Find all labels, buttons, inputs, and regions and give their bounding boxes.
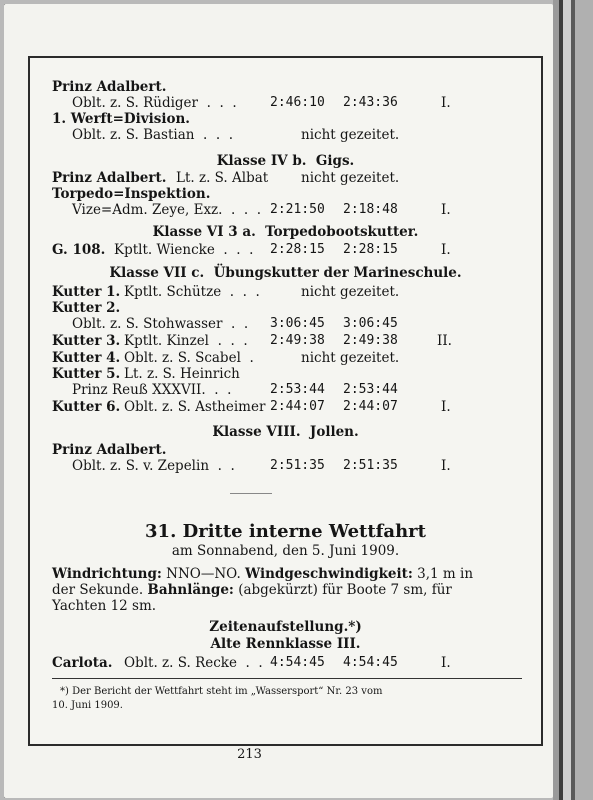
placement: I. — [441, 242, 451, 258]
status-text: nicht gezeitet. — [301, 350, 400, 366]
race-title: 31. Dritte interne Wettfahrt — [145, 521, 426, 542]
status-text: nicht gezeitet. — [301, 127, 400, 143]
entry-team: Torpedo=Inspektion. — [52, 186, 211, 202]
page-number: 213 — [237, 747, 262, 762]
entry-skipper: Oblt. z. S. Scabel . — [124, 350, 254, 366]
entry-team: Prinz Adalbert. — [52, 79, 167, 95]
times-heading: Zeitenaufstellung.*) — [209, 619, 362, 635]
label-wind-direction: Windrichtung: — [52, 566, 162, 582]
text-seconds: der Sekunde. — [52, 582, 148, 598]
placement: I. — [441, 655, 451, 671]
class-heading: Klasse VI 3 a. Torpedobootskutter. — [152, 224, 419, 240]
page-edge — [575, 0, 593, 800]
entry-skipper: Oblt. z. S. v. Zepelin . . — [72, 458, 235, 474]
placement: I. — [441, 458, 451, 474]
entry-boat: Kutter 5. — [52, 366, 121, 382]
entry-boat: Kutter 1. — [52, 284, 121, 300]
footnote-rule — [52, 678, 522, 679]
entry-skipper: Kptlt. Wiencke . . . — [114, 242, 254, 258]
placement: II. — [437, 333, 452, 349]
time-sailed: 2:28:15 — [270, 242, 325, 257]
class-heading: Klasse VIII. Jollen. — [212, 424, 359, 440]
entry-boat: Kutter 3. — [52, 333, 121, 349]
placement: I. — [441, 399, 451, 415]
placement: I. — [441, 202, 451, 218]
entry-team: 1. Werft=Division. — [52, 111, 190, 127]
entry-skipper: Oblt. z. S. Stohwasser . . — [72, 316, 249, 332]
entry-team: Prinz Adalbert. — [52, 170, 167, 186]
label-wind-speed: Windgeschwindigkeit: — [245, 566, 413, 582]
time-corrected: 4:54:45 — [343, 655, 398, 670]
time-sailed: 4:54:45 — [270, 655, 325, 670]
footnote-line: 10. Juni 1909. — [52, 700, 123, 711]
course-length-continued: Yachten 12 sm. — [52, 598, 157, 614]
value-course-length: (abgekürzt) für Boote 7 sm, für — [233, 582, 452, 598]
label-course-length: Bahnlänge: — [147, 582, 234, 598]
time-sailed: 2:46:10 — [270, 95, 325, 110]
time-corrected: 2:28:15 — [343, 242, 398, 257]
page-edge — [563, 0, 571, 800]
entry-skipper: Oblt. z. S. Bastian . . . — [72, 127, 234, 143]
status-text: nicht gezeitet. — [301, 170, 400, 186]
time-corrected: 2:49:38 — [343, 333, 398, 348]
time-sailed: 2:49:38 — [270, 333, 325, 348]
class-heading: Klasse IV b. Gigs. — [216, 153, 355, 169]
entry-boat: Carlota. — [52, 655, 113, 671]
status-text: nicht gezeitet. — [301, 284, 400, 300]
entry-boat: G. 108. — [52, 242, 106, 258]
entry-skipper: Lt. z. S. Albat — [176, 170, 269, 186]
time-corrected: 3:06:45 — [343, 316, 398, 331]
value-wind-speed: 3,1 m in — [412, 566, 474, 582]
entry-boat: Kutter 2. — [52, 300, 121, 316]
entry-skipper: Vize=Adm. Zeye, Exz. . . . — [72, 202, 262, 218]
time-sailed: 2:53:44 — [270, 382, 325, 397]
entry-skipper: Lt. z. S. Heinrich — [124, 366, 240, 382]
time-corrected: 2:43:36 — [343, 95, 398, 110]
section-divider — [230, 493, 272, 494]
entry-skipper: Oblt. z. S. Rüdiger . . . — [72, 95, 237, 111]
entry-skipper: Kptlt. Schütze . . . — [124, 284, 260, 300]
entry-skipper: Oblt. z. S. Astheimer — [124, 399, 266, 415]
entry-team: Prinz Adalbert. — [52, 442, 167, 458]
class-heading: Klasse VII c. Übungskutter der Marineschule. — [109, 265, 462, 281]
value-wind-direction: NNO—NO. — [161, 566, 246, 582]
entry-boat: Kutter 4. — [52, 350, 121, 366]
entry-skipper: Prinz Reuß XXXVII. . . — [72, 382, 232, 398]
time-corrected: 2:53:44 — [343, 382, 398, 397]
class-heading: Alte Rennklasse III. — [210, 636, 361, 652]
entry-skipper: Kptlt. Kinzel . . . — [124, 333, 248, 349]
time-sailed: 2:51:35 — [270, 458, 325, 473]
race-date: am Sonnabend, den 5. Juni 1909. — [171, 543, 400, 559]
entry-boat: Kutter 6. — [52, 399, 121, 415]
time-sailed: 2:21:50 — [270, 202, 325, 217]
entry-skipper: Oblt. z. S. Recke . . — [124, 655, 263, 671]
footnote-line: *) Der Bericht der Wettfahrt steht im „Wassersport“ Nr. 23 vom — [60, 686, 383, 697]
time-corrected: 2:44:07 — [343, 399, 398, 414]
time-sailed: 2:44:07 — [270, 399, 325, 414]
time-sailed: 3:06:45 — [270, 316, 325, 331]
time-corrected: 2:18:48 — [343, 202, 398, 217]
placement: I. — [441, 95, 451, 111]
time-corrected: 2:51:35 — [343, 458, 398, 473]
